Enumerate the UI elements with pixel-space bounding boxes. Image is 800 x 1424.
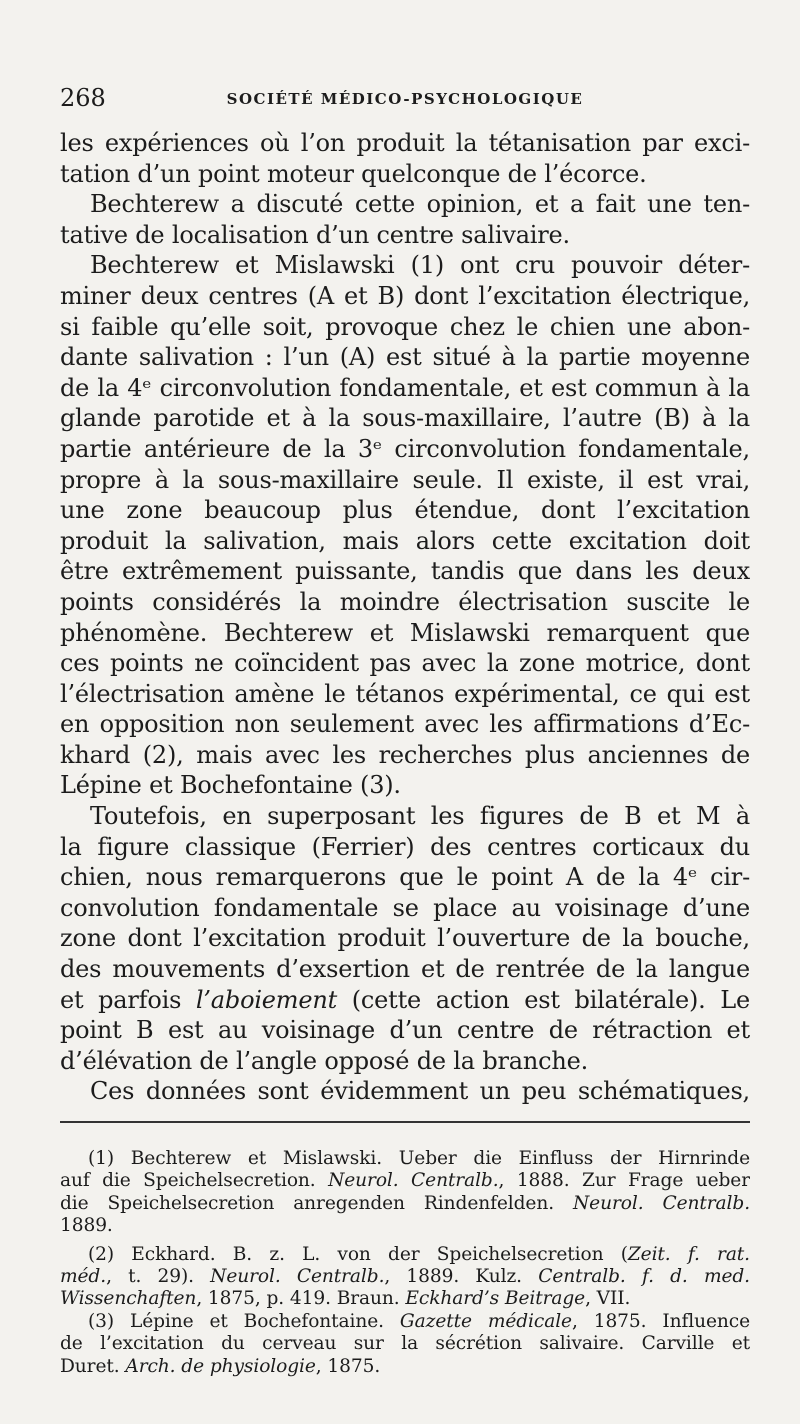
- text-line: glande parotide et à la sous-maxillaire, l’autre (B) à la: [60, 404, 750, 433]
- text-span: , 1875. Influence: [571, 1310, 750, 1332]
- text-line: d’élévation de l’angle opposé de la branche.: [60, 1046, 589, 1075]
- text-line: Lépine et Bochefontaine (3).: [60, 771, 401, 800]
- text-line: points considérés la moindre électrisation suscite le: [60, 587, 750, 616]
- footnote-line: [60, 1288, 750, 1310]
- journal-title: Wissenchaften: [60, 1288, 197, 1310]
- text-span: , 1889. Kulz.: [384, 1265, 539, 1287]
- body-text: [60, 128, 750, 1107]
- text-span: die Speichelsecretion anregenden Rindenfelden.: [60, 1192, 574, 1214]
- text-line: miner deux centres (A et B) dont l’excitation électrique,: [60, 281, 750, 310]
- text-span: Duret.: [60, 1355, 126, 1377]
- footnote-line: [60, 1170, 750, 1192]
- text-line: une zone beaucoup plus étendue, dont l’excitation: [60, 496, 750, 525]
- text-line: zone dont l’excitation produit l’ouverture de la bouche,: [60, 924, 750, 953]
- italic-term: l’aboiement: [195, 985, 338, 1014]
- text-line: propre à la sous-maxillaire seule. Il existe, il est vrai,: [60, 465, 750, 494]
- text-line: khard (2), mais avec les recherches plus anciennes de: [60, 740, 750, 769]
- text-line: des mouvements d’exsertion et de rentrée de la langue: [60, 955, 750, 984]
- text-line: produit la salivation, mais alors cette excitation doit: [60, 526, 750, 555]
- text-line: les expériences où l’on produit la tétanisation par exci-: [60, 129, 750, 157]
- text-span: (3) Lépine et Bochefontaine.: [88, 1310, 400, 1332]
- journal-title: Eckhard’s Beitrage: [405, 1288, 586, 1310]
- text-span: (cette action est bilatérale). Le: [337, 985, 750, 1014]
- footnote-divider: [60, 1121, 750, 1123]
- page-header: [60, 84, 750, 120]
- text-line: être extrêmement puissante, tandis que dans les deux: [60, 557, 750, 586]
- text-line: point B est au voisinage d’un centre de rétraction et: [60, 1016, 750, 1045]
- text-line: partie antérieure de la 3ᵉ circonvolution fondamentale,: [60, 434, 750, 463]
- journal-title: Neurol. Centralb.: [210, 1265, 385, 1287]
- running-title: SOCIÉTÉ MÉDICO-PSYCHOLOGIQUE: [226, 90, 584, 108]
- text-line: ces points ne coïncident pas avec la zone motrice, dont: [60, 649, 750, 678]
- footnote-line: de l’excitation du cerveau sur la sécrétion salivaire. Carville et: [60, 1333, 750, 1355]
- text-line: chien, nous remarquerons que le point A de la 4ᵉ cir-: [60, 863, 750, 892]
- text-line: si faible qu’elle soit, provoque chez le chien une abon-: [60, 312, 750, 341]
- footnote-line: 1889.: [60, 1215, 113, 1237]
- text-line: Bechterew et Mislawski (1) ont cru pouvoir déter-: [90, 251, 750, 280]
- footnote-3: [60, 1311, 750, 1333]
- text-line: phénomène. Bechterew et Mislawski remarquent que: [60, 618, 750, 647]
- text-line: Toutefois, en superposant les figures de B et M à: [90, 802, 750, 831]
- text-line: Bechterew a discuté cette opinion, et a fait une ten-: [90, 190, 750, 219]
- journal-title: Neurol. Centralb.: [328, 1170, 499, 1192]
- text-line: la figure classique (Ferrier) des centres corticaux du: [60, 832, 750, 861]
- journal-title: Gazette médicale: [399, 1310, 572, 1332]
- text-line: [60, 985, 750, 1016]
- footnote-line: [60, 1356, 750, 1378]
- text-span: , t. 29).: [106, 1265, 211, 1287]
- text-span: auf die Speichelsecretion.: [60, 1170, 329, 1192]
- journal-title: Centralb. f. d. med.: [538, 1265, 750, 1287]
- footnotes: [60, 1148, 750, 1378]
- text-span: , VII.: [585, 1288, 631, 1310]
- text-line: tative de localisation d’un centre salivaire.: [60, 220, 570, 249]
- text-span: , 1875, p. 419. Braun.: [196, 1288, 406, 1310]
- footnote-1: (1) Bechterew et Mislawski. Ueber die Einfluss der Hirnrinde: [88, 1148, 750, 1169]
- text-span: , 1888. Zur Frage ueber: [498, 1170, 750, 1192]
- journal-title: Neurol. Centralb.: [573, 1192, 750, 1214]
- text-line: tation d’un point moteur quelconque de l’écorce.: [60, 159, 647, 188]
- text-span: , 1875.: [315, 1355, 381, 1377]
- text-span: (2) Eckhard. B. z. L. von der Speichelsecretion (: [88, 1243, 628, 1265]
- text-line: convolution fondamentale se place au voisinage d’une: [60, 893, 750, 922]
- journal-title: Arch. de physiologie: [125, 1355, 316, 1377]
- journal-title: méd.: [60, 1265, 107, 1287]
- footnote-2: [60, 1244, 750, 1266]
- page-number: 268: [60, 84, 106, 112]
- text-line: de la 4ᵉ circonvolution fondamentale, et est commun à la: [60, 373, 750, 402]
- text-line: en opposition non seulement avec les affirmations d’Ec-: [60, 710, 750, 739]
- text-line: dante salivation : l’un (A) est situé à la partie moyenne: [60, 343, 750, 372]
- journal-title: Zeit. f. rat.: [627, 1243, 750, 1265]
- text-span: et parfois: [60, 985, 196, 1014]
- text-line: Ces données sont évidemment un peu schématiques,: [90, 1077, 750, 1106]
- text-line: l’électrisation amène le tétanos expérimental, ce qui est: [60, 679, 750, 708]
- footnote-line: [60, 1266, 750, 1288]
- footnote-line: [60, 1193, 750, 1215]
